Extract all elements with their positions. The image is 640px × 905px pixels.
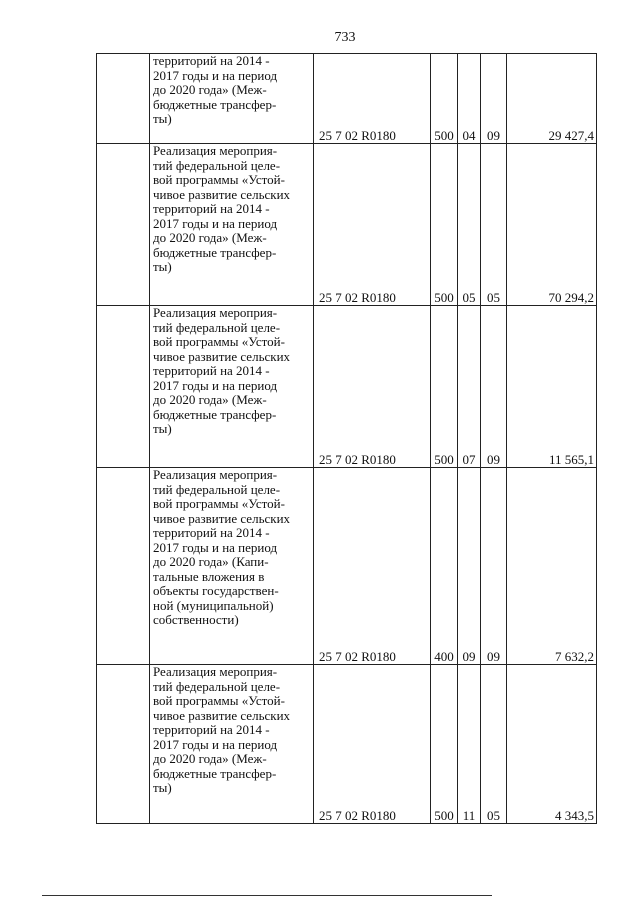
table-row [97,306,597,468]
expense-type-cell: 500 [431,306,458,468]
amount-cell: 70 294,2 [507,144,597,306]
target-article-cell: 25 7 02 R0180 [314,665,431,824]
target-article-cell: 25 7 02 R0180 [314,306,431,468]
table-row [97,468,597,665]
page-number: 733 [334,30,356,45]
subsection-cell: 09 [481,54,507,144]
expense-type-cell: 400 [431,468,458,665]
footer-divider [42,895,492,896]
section-cell: 05 [458,144,481,306]
expense-name: Реализация мероприя- тий федеральной целе- вой программы «Устой- чивое развитие сельских территорий на 2014 - 2017 годы и на период до 2020 года» (Меж- бюджетные трансфер- ты) [153,664,291,795]
table-row [97,144,597,306]
expense-name: Реализация мероприя- тий федеральной целе- вой программы «Устой- чивое развитие сельских территорий на 2014 - 2017 годы и на период до 2020 года» (Меж- бюджетные трансфер- ты) [153,305,291,436]
expense-type-cell: 500 [431,54,458,144]
subsection-cell: 05 [481,144,507,306]
row-number-cell [97,468,150,665]
expense-name-cell [150,144,314,306]
table-row [97,665,597,824]
subsection-cell: 09 [481,306,507,468]
target-article-cell: 25 7 02 R0180 [314,144,431,306]
expense-name-cell [150,306,314,468]
amount-cell: 7 632,2 [507,468,597,665]
row-number-cell [97,144,150,306]
budget-table [96,53,597,824]
target-article-cell: 25 7 02 R0180 [314,468,431,665]
expense-name: территорий на 2014 - 2017 годы и на период до 2020 года» (Меж- бюджетные трансфер- ты) [153,53,278,126]
section-cell: 09 [458,468,481,665]
amount-cell: 4 343,5 [507,665,597,824]
subsection-cell: 09 [481,468,507,665]
expense-name-cell [150,468,314,665]
section-cell: 11 [458,665,481,824]
row-number-cell [97,54,150,144]
subsection-cell: 05 [481,665,507,824]
row-number-cell [97,665,150,824]
section-cell: 04 [458,54,481,144]
expense-name: Реализация мероприя- тий федеральной целе- вой программы «Устой- чивое развитие сельских территорий на 2014 - 2017 годы и на период до 2020 года» (Капи- тальные вложения в объекты государствен- ной (муниципальной) собственности) [153,467,291,627]
target-article-cell: 25 7 02 R0180 [314,54,431,144]
table-row [97,54,597,144]
section-cell: 07 [458,306,481,468]
expense-name: Реализация мероприя- тий федеральной целе- вой программы «Устой- чивое развитие сельских территорий на 2014 - 2017 годы и на период до 2020 года» (Меж- бюджетные трансфер- ты) [153,143,291,274]
expense-name-cell [150,665,314,824]
amount-cell: 29 427,4 [507,54,597,144]
row-number-cell [97,306,150,468]
expense-type-cell: 500 [431,144,458,306]
amount-cell: 11 565,1 [507,306,597,468]
expense-name-cell [150,54,314,144]
expense-type-cell: 500 [431,665,458,824]
